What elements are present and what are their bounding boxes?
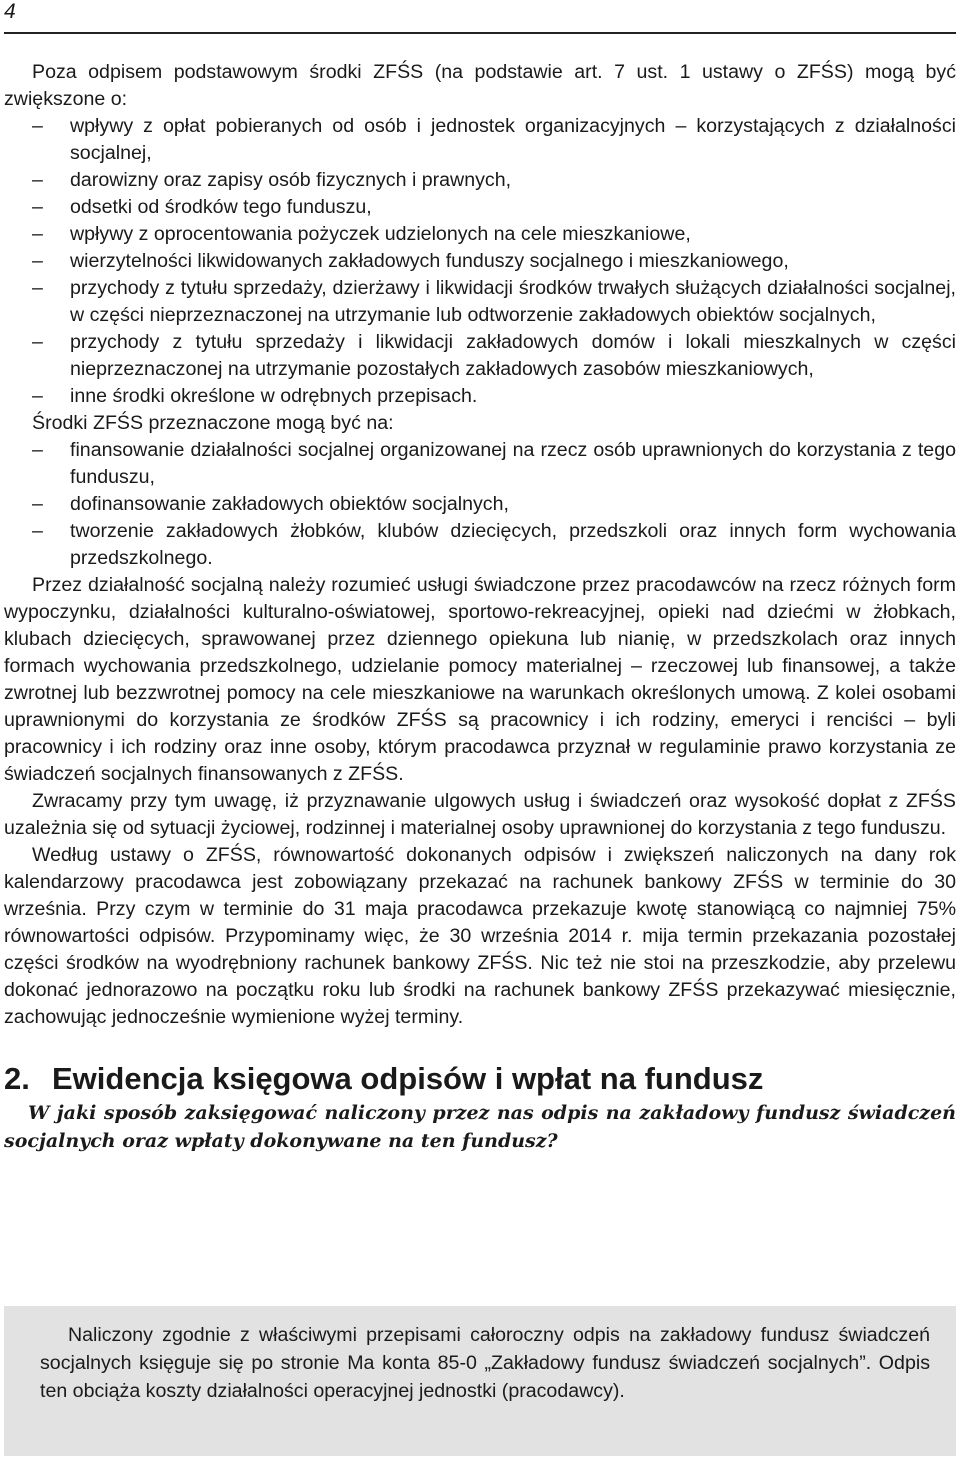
list-item: – darowizny oraz zapisy osób fizycznych i prawnych, bbox=[4, 167, 956, 194]
dash-bullet: – bbox=[32, 493, 43, 515]
dash-bullet: – bbox=[32, 439, 43, 461]
increase-list bbox=[4, 113, 956, 410]
section-number: 2. bbox=[4, 1061, 30, 1096]
dash-bullet: – bbox=[32, 385, 43, 407]
list-item: – przychody z tytułu sprzedaży, dzierżawy i likwidacji środków trwałych służących działalności socjalnej, w części nieprzeznaczonej na utrzymanie lub odtworzenie zakładowych obiektów socjalnych, bbox=[32, 277, 956, 326]
body-paragraph: Zwracamy przy tym uwagę, iż przyznawanie ulgowych usług i świadczeń oraz wysokość dopłat z ZFŚS uzależnia się od sytuacji życiowej, rodzinnej i materialnej osoby uprawnionej do korzystania z tego funduszu. bbox=[4, 790, 956, 839]
list-item: – inne środki określone w odrębnych przepisach. bbox=[4, 383, 956, 410]
dash-bullet: – bbox=[32, 169, 43, 191]
dash-bullet: – bbox=[32, 520, 43, 542]
dash-bullet: – bbox=[32, 196, 43, 218]
list-item: – wpływy z oprocentowania pożyczek udzielonych na cele mieszkaniowe, bbox=[4, 221, 956, 248]
body-paragraph: Według ustawy o ZFŚS, równowartość dokonanych odpisów i zwiększeń naliczonych na dany rok kalendarzowy pracodawca jest zobowiązany przekazać na rachunek bankowy ZFŚS w terminie do 30 września. Przy czym w terminie do 31 maja pracodawca przekazuje kwotę stanowiącą co najmniej 75% równowartości odpisów. Przypominamy więc, że 30 września 2014 r. mija termin przekazania pozostałej części środków na wyodrębniony rachunek bankowy ZFŚS. Nic też nie stoi na przeszkodzie, aby przelewu dokonać jednorazowo na początku roku lub środki na rachunek bankowy ZFŚS przekazywać miesięcznie, zachowując jednocześnie wymienione wyżej terminy. bbox=[4, 844, 956, 1028]
answer-box bbox=[4, 1306, 956, 1456]
list-item: – tworzenie zakładowych żłobków, klubów dziecięcych, przedszkoli oraz innych form wychowania przedszkolnego. bbox=[32, 520, 956, 569]
dash-bullet: – bbox=[32, 223, 43, 245]
dash-bullet: – bbox=[32, 277, 43, 299]
dash-bullet: – bbox=[32, 115, 43, 137]
list-item: – finansowanie działalności socjalnej organizowanej na rzecz osób uprawnionych do korzystania z tego funduszu, bbox=[32, 439, 956, 488]
dash-bullet: – bbox=[32, 250, 43, 272]
intro-paragraph: Poza odpisem podstawowym środki ZFŚS (na podstawie art. 7 ust. 1 ustawy o ZFŚS) mogą być zwiększone o: bbox=[4, 61, 956, 110]
purpose-list bbox=[4, 437, 956, 572]
dash-bullet: – bbox=[32, 331, 43, 353]
list-item: – dofinansowanie zakładowych obiektów socjalnych, bbox=[4, 491, 956, 518]
purpose-intro: Środki ZFŚS przeznaczone mogą być na: bbox=[32, 412, 394, 434]
page-number: 4 bbox=[4, 0, 16, 23]
section-title: Ewidencja księgowa odpisów i wpłat na fundusz bbox=[52, 1061, 764, 1096]
document-body bbox=[4, 59, 956, 1155]
header-rule bbox=[4, 32, 956, 34]
list-item: – przychody z tytułu sprzedaży i likwidacji zakładowych domów i lokali mieszkalnych w części nieprzeznaczonej na utrzymanie pozostałych zakładowych zasobów mieszkaniowych, bbox=[32, 331, 956, 380]
section-heading bbox=[4, 1059, 956, 1099]
list-item: – wierzytelności likwidowanych zakładowych funduszy socjalnego i mieszkaniowego, bbox=[4, 248, 956, 275]
body-paragraph: Przez działalność socjalną należy rozumieć usługi świadczone przez pracodawców na rzecz różnych form wypoczynku, działalności kulturalno-oświatowej, sportowo-rekreacyjnej, opieki nad dziećmi w żłobkach, klubach dziecięcych, sprawowanej przez dziennego opiekuna lub nianię, w przedszkolach oraz innych formach wychowania przedszkolnego, udzielanie pomocy materialnej – rzeczowej lub finansowej, a także zwrotnej lub bezzwrotnej pomocy na cele mieszkaniowe na warunkach określonych umową. Z kolei osobami uprawnionymi do korzystania ze środków ZFŚS są pracownicy i ich rodziny, emeryci i renciści – byli pracownicy i ich rodziny oraz inne osoby, którym pracodawca przyznał w regulaminie prawo korzystania ze świadczeń socjalnych finansowanych z ZFŚS. bbox=[4, 574, 956, 785]
list-item: – odsetki od środków tego funduszu, bbox=[4, 194, 956, 221]
list-item: – wpływy z opłat pobieranych od osób i jednostek organizacyjnych – korzystających z działalności socjalnej, bbox=[32, 115, 956, 164]
answer-text: Naliczony zgodnie z właściwymi przepisami całoroczny odpis na zakładowy fundusz świadczeń socjalnych księguje się po stronie Ma konta 85-0 „Zakładowy fundusz świadczeń socjalnych”. Odpis ten obciąża koszty działalności operacyjnej jednostki (pracodawcy). bbox=[40, 1324, 930, 1402]
question-text: W jaki sposób zaksięgować naliczony przez nas odpis na zakładowy fundusz świadczeń socjalnych oraz wpłaty dokonywane na ten fundusz? bbox=[4, 1102, 956, 1152]
